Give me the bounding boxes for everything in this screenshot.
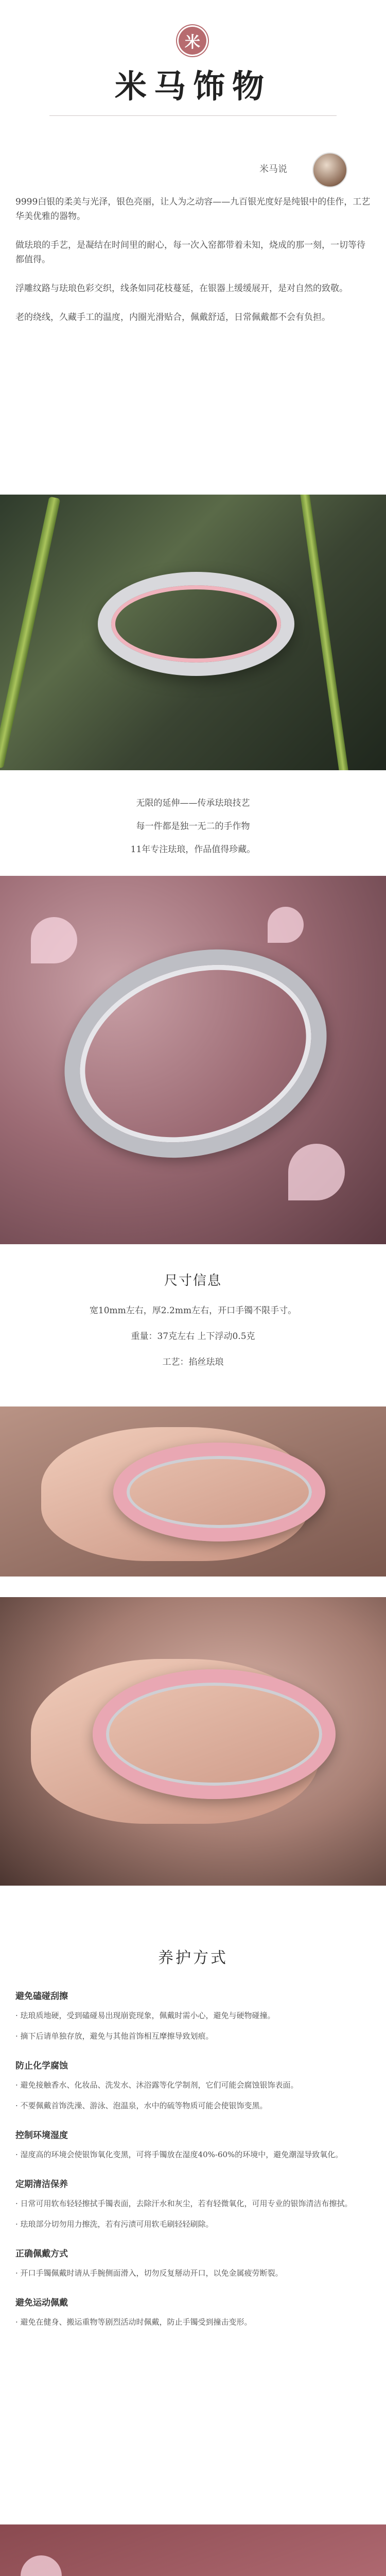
bracelet-image [98,572,294,676]
intro-paragraph: 9999白银的柔美与光泽，银色亮丽，让人为之动容——九百银光度好是纯银中的佳作，工艺华美优雅的器物。 [15,197,371,222]
care-heading: 避免磕碰刮擦 [15,1991,68,2002]
section-title-care: 养护方式 [158,1949,228,1967]
care-line: · 珐琅质地硬，受到磕碰易出现崩瓷现象，佩戴时需小心，避免与硬物碰撞。 [15,2011,275,2020]
care-line: · 避免接触香水、化妆品、洗发水、沐浴露等化学制剂，它们可能会腐蚀银饰表面。 [15,2080,299,2090]
product-photo-hand [0,1406,386,1577]
intro-paragraph: 浮雕纹路与珐琅色彩交织，线条如同花枝蔓延，在银器上缓缓展开，是对自然的致敬。 [15,283,348,294]
care-line: · 湿度高的环境会使银饰氧化变黑，可将手镯放在湿度40%-60%的环境中，避免潮湿导致氧化。 [15,2150,343,2159]
care-heading: 控制环境湿度 [15,2130,68,2141]
bracelet-image [113,1443,325,1541]
intro-paragraph: 做珐琅的手艺，是凝结在时间里的耐心，每一次入窑都带着未知，烧成的那一刻，一切等待都值得。 [15,240,365,265]
care-heading: 正确佩戴方式 [15,2249,68,2259]
product-photo-2 [0,876,386,1244]
blossom [21,2555,62,2576]
photo-caption-line: 无限的延伸——传承珐琅技艺 [136,798,250,808]
care-line: · 珐琅部分切勿用力擦洗，若有污渍可用软毛刷轻轻刷除。 [15,2219,214,2229]
care-line: · 避免在健身、搬运重物等剧烈活动时佩戴，防止手镯受到撞击变形。 [15,2317,252,2327]
care-instructions [15,1989,371,2344]
care-heading: 防止化学腐蚀 [15,2061,68,2071]
care-block [15,1989,371,2043]
care-block [15,2128,371,2161]
blossom [268,907,304,943]
section-title-size: 尺寸信息 [164,1273,222,1289]
care-block [15,2177,371,2231]
care-line: · 摘下后请单独存放，避免与其他首饰相互摩擦导致划痕。 [15,2031,214,2041]
blossom [31,917,77,963]
blossom [288,1144,345,1200]
care-block [15,2246,371,2280]
care-line: · 不要佩戴首饰洗澡、游泳、泡温泉，水中的硫等物质可能会使银饰变黑。 [15,2101,268,2110]
divider [49,115,337,116]
care-block [15,2058,371,2112]
seal-logo-icon [179,27,206,55]
product-photo-1 [0,495,386,770]
spec-dimensions: 宽10mm左右，厚2.2mm左右，开口手镯不限手寸。 [89,1306,297,1316]
photo-caption-line: 11年专注珐琅，作品值得珍藏。 [130,844,256,855]
care-block [15,2295,371,2329]
care-line: · 开口手镯佩戴时请从手腕侧面滑入，切勿反复掰动开口，以免金属疲劳断裂。 [15,2268,283,2278]
bracelet-image [93,1669,336,1799]
plant-stem [297,495,349,770]
seal-char: 米 [185,33,200,52]
brand-title: 米马饰物 [114,67,271,105]
care-heading: 定期清洁保养 [15,2179,68,2190]
product-photo-3 [0,1597,386,1886]
photo-caption-line: 每一件都是独一无二的手作物 [136,821,250,832]
intro-paragraph: 老的绕线，久藏手工的温度，内圈光滑贴合，佩戴舒适，日常佩戴都不会有负担。 [15,312,330,323]
header [0,0,386,178]
spec-craft: 工艺：掐丝珐琅 [162,1357,224,1367]
product-photo-4 [0,2524,386,2576]
care-heading: 避免运动佩戴 [15,2298,68,2308]
intro-text [15,195,371,339]
plant-stem [0,497,60,769]
author-label: 米马说 [259,164,287,175]
spec-weight: 重量：37克左右 上下浮动0.5克 [131,1331,255,1342]
care-line: · 日常可用软布轻轻擦拭手镯表面，去除汗水和灰尘，若有轻微氧化，可用专业的银饰清洁布擦拭。 [15,2199,353,2208]
avatar [312,152,347,188]
